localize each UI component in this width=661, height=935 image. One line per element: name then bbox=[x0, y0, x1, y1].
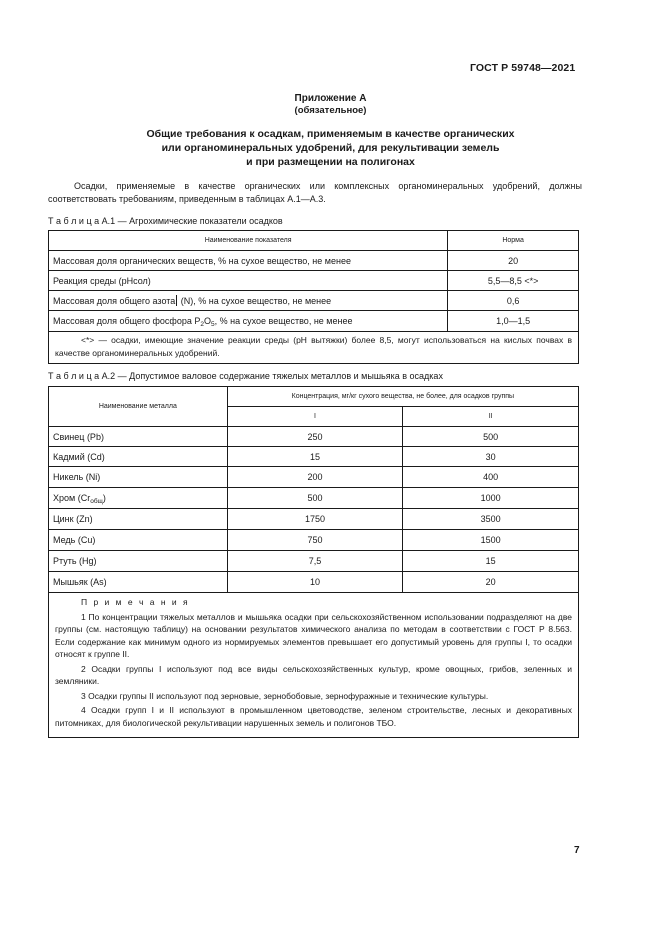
group-2-value: 20 bbox=[403, 572, 579, 593]
nitrogen-label-a: Массовая доля общего азота bbox=[53, 296, 176, 306]
nitrogen-label-b: (N), % на сухое вещество, не менее bbox=[178, 296, 332, 306]
table1-row-value: 1,0—1,5 bbox=[448, 311, 579, 332]
group-1-value: 500 bbox=[227, 488, 403, 509]
group-1-value: 10 bbox=[227, 572, 403, 593]
table2-label: Т а б л и ц а bbox=[48, 371, 100, 381]
notes-title: П р и м е ч а н и я bbox=[81, 597, 190, 607]
group-2-value: 1500 bbox=[403, 530, 579, 551]
group-1-header: I bbox=[227, 407, 403, 427]
table1-row-value: 0,6 bbox=[448, 291, 579, 311]
table-row bbox=[49, 551, 579, 572]
table-row bbox=[49, 509, 579, 530]
table1-row-name bbox=[49, 291, 448, 311]
group-2-value: 1000 bbox=[403, 488, 579, 509]
table-row bbox=[49, 427, 579, 447]
table-row bbox=[49, 488, 579, 509]
table1-row-name bbox=[49, 311, 448, 332]
group-1-value: 200 bbox=[227, 467, 403, 488]
chromium-label-b: ) bbox=[102, 493, 106, 503]
metal-name: Цинк (Zn) bbox=[49, 509, 228, 530]
table2-header-group: Концентрация, мг/кг сухого вещества, не более, для осадков группы bbox=[227, 387, 578, 407]
metal-name: Ртуть (Hg) bbox=[49, 551, 228, 572]
group-1-value: 7,5 bbox=[227, 551, 403, 572]
table1-row-name: Реакция среды (рНсол) bbox=[49, 271, 448, 291]
intro-paragraph: Осадки, применяемые в качестве органических или комплексных органоминеральных удобрений, должны соответствовать требованиям, приведенным в таблицах А.1—А.3. bbox=[48, 181, 582, 204]
table-row bbox=[49, 467, 579, 488]
page-number: 7 bbox=[574, 845, 580, 856]
note-3: 3 Осадки группы II используют под зерновые, зернобобовые, зернофуражные и технические культуры. bbox=[81, 690, 489, 701]
table-row bbox=[49, 530, 579, 551]
table2-caption bbox=[48, 371, 443, 381]
group-1-value: 1750 bbox=[227, 509, 403, 530]
table2-caption-text: А.2 — Допустимое валовое содержание тяжелых металлов и мышьяка в осадках bbox=[101, 371, 443, 381]
requirements-heading-line-3: и при размещении на полигонах bbox=[246, 156, 415, 168]
table2-header-row bbox=[49, 387, 579, 407]
requirements-heading-line-1: Общие требования к осадкам, применяемым в качестве органических bbox=[146, 128, 515, 140]
table1-row-value: 5,5—8,5 <*> bbox=[448, 271, 579, 291]
note-2: 2 Осадки группы I используют под все виды сельскохозяйственных культур, кроме овощных, грибов, зеленных и земляники. bbox=[55, 663, 572, 686]
group-1-value: 250 bbox=[227, 427, 403, 447]
group-1-value: 15 bbox=[227, 447, 403, 467]
note-4: 4 Осадки групп I и II используют в промышленном цветоводстве, зеленом строительстве, лесных и декоративных питомниках, для биологической рекультивации нарушенных земель и полигонов ТБО. bbox=[55, 705, 572, 728]
oxygen-symbol: O bbox=[203, 316, 211, 326]
agrochemical-table bbox=[48, 230, 579, 364]
table2-header-name: Наименование металла bbox=[49, 387, 228, 427]
metal-name bbox=[49, 488, 228, 509]
table1-header-row bbox=[49, 231, 579, 251]
metal-name: Кадмий (Cd) bbox=[49, 447, 228, 467]
table-row bbox=[49, 271, 579, 291]
subscript: 2 bbox=[200, 321, 204, 328]
group-2-value: 500 bbox=[403, 427, 579, 447]
table1-row-value: 20 bbox=[448, 251, 579, 271]
table2-notes-row bbox=[49, 593, 579, 738]
table1-footnote-row bbox=[49, 332, 579, 364]
document-id: ГОСТ Р 59748—2021 bbox=[470, 62, 576, 74]
group-2-value: 15 bbox=[403, 551, 579, 572]
table1-row-name: Массовая доля органических веществ, % на сухое вещество, не менее bbox=[49, 251, 448, 271]
metal-name: Никель (Ni) bbox=[49, 467, 228, 488]
heavy-metals-table bbox=[48, 386, 579, 738]
table1-label: Т а б л и ц а bbox=[48, 216, 100, 226]
group-2-value: 400 bbox=[403, 467, 579, 488]
group-2-value: 30 bbox=[403, 447, 579, 467]
group-2-value: 3500 bbox=[403, 509, 579, 530]
requirements-heading-line-2: или органоминеральных удобрений, для рекультивации земель bbox=[161, 142, 500, 154]
subscript: общ bbox=[90, 498, 103, 505]
table2-notes bbox=[49, 593, 579, 738]
footnote-text: <*> — осадки, имеющие значение реакции среды (рН вытяжки) более 8,5, могут использоваться на кислых почвах в качестве органоминеральных удобрений. bbox=[55, 335, 572, 358]
metal-name: Медь (Cu) bbox=[49, 530, 228, 551]
appendix-title: Приложение А bbox=[294, 93, 367, 104]
table1-header-norm: Норма bbox=[448, 231, 579, 251]
metal-name: Свинец (Pb) bbox=[49, 427, 228, 447]
group-2-header: II bbox=[403, 407, 579, 427]
table1-header-name: Наименование показателя bbox=[49, 231, 448, 251]
phosphorus-label-b: , % на сухое вещество, не менее bbox=[214, 316, 353, 326]
table-row bbox=[49, 572, 579, 593]
table1-caption-text: А.1 — Агрохимические показатели осадков bbox=[101, 216, 283, 226]
table1-caption bbox=[48, 216, 283, 226]
subscript: 5 bbox=[211, 321, 215, 328]
table-row bbox=[49, 447, 579, 467]
metal-name: Мышьяк (As) bbox=[49, 572, 228, 593]
table-row bbox=[49, 311, 579, 332]
table1-footnote bbox=[49, 332, 579, 364]
group-1-value: 750 bbox=[227, 530, 403, 551]
table-row bbox=[49, 251, 579, 271]
table-row bbox=[49, 291, 579, 311]
appendix-status: (обязательное) bbox=[294, 105, 367, 116]
chromium-label-a: Хром (Cr bbox=[53, 493, 91, 503]
note-1: 1 По концентрации тяжелых металлов и мышьяка осадки при сельскохозяйственном использовании подразделяют на две группы (см. настоящую таблицу) на основании результатов химического анализа по методам в соответствии с ГОСТ Р 8.563. Если содержание как минимум одного из нормируемых элементов превышает его допустимый уровень для группы I, то осадки относят к группе II. bbox=[55, 611, 572, 659]
phosphorus-label-a: Массовая доля общего фосфора P bbox=[53, 316, 201, 326]
